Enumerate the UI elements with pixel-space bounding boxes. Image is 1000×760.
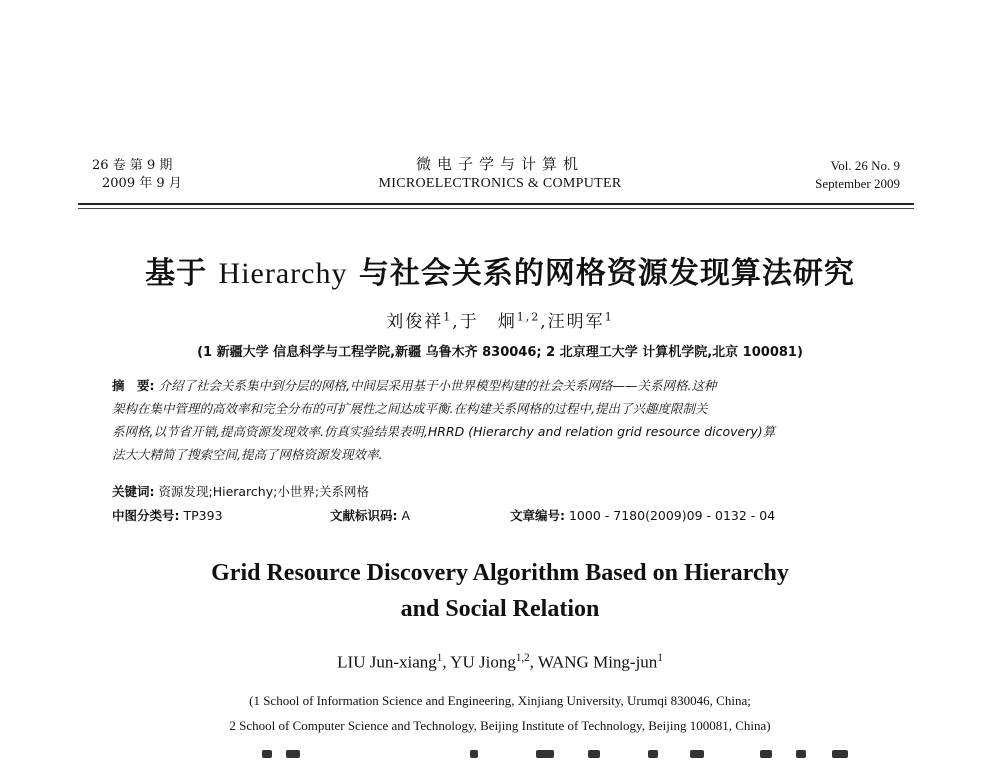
keywords-label: 关键词:	[112, 484, 155, 499]
cropped-fragment	[286, 750, 300, 758]
keywords-cn	[112, 482, 369, 500]
title-cn	[0, 248, 1000, 292]
title-cn-suffix: 与社会关系的网格资源发现算法研究	[347, 256, 855, 291]
cropped-fragment	[690, 750, 704, 758]
date-en: September 2009	[815, 176, 900, 191]
affiliation-en-line-1: (1 School of Information Science and Engineering, Xinjiang University, Urumqi 830046, China;	[249, 693, 751, 708]
doc-code-value: A	[401, 508, 411, 523]
journal-name-cn: 微电子学与计算机	[415, 155, 584, 173]
title-en-line-1: Grid Resource Discovery Algorithm Based on Hierarchy	[211, 560, 789, 586]
abstract-line-1	[112, 374, 902, 397]
clc-value: TP393	[183, 508, 223, 523]
abstract-line-4: 法大大精简了搜索空间,提高了网格资源发现效率.	[112, 447, 383, 462]
doc-code	[330, 506, 410, 524]
author-1-cn: 刘俊祥	[386, 312, 444, 332]
date-cn: 2009 年 9 月	[102, 176, 182, 191]
title-cn-latin: Hierarchy	[218, 257, 348, 290]
title-cn-prefix: 基于	[145, 256, 219, 291]
author-3-sup: 1	[604, 310, 614, 324]
author-2-sup: 1,2	[516, 310, 541, 324]
affiliation-cn: (1 新疆大学 信息科学与工程学院,新疆 乌鲁木齐 830046; 2 北京理工大学 计算机学院,北京 100081)	[197, 345, 803, 360]
clc-label: 中图分类号:	[112, 508, 180, 523]
author-3-en: , WANG Ming-jun	[529, 652, 658, 672]
affiliation-en-line-2: 2 School of Computer Science and Technology, Beijing Institute of Technology, Beijing 100081, China)	[229, 718, 771, 733]
cropped-fragment	[262, 750, 272, 758]
abstract-line-2: 架构在集中管理的高效率和完全分布的可扩展性之间达成平衡.在构建关系网格的过程中,提出了兴趣度限制关	[112, 401, 708, 416]
header-rule-thin	[78, 208, 914, 209]
cropped-fragment	[832, 750, 848, 758]
article-number-value: 1000 - 7180(2009)09 - 0132 - 04	[568, 508, 776, 523]
author-2-en-sup: 1,2	[515, 652, 530, 664]
author-2-cn: ,于 炯	[452, 312, 517, 332]
cropped-fragment	[648, 750, 658, 758]
cropped-fragment	[470, 750, 478, 758]
author-1-sup: 1	[443, 310, 453, 324]
cropped-fragment	[588, 750, 600, 758]
author-1-en: LIU Jun-xiang	[337, 652, 437, 672]
title-en	[0, 555, 1000, 627]
abstract-label: 摘 要:	[112, 378, 155, 393]
authors-en	[0, 652, 1000, 673]
journal-name-en: MICROELECTRONICS & COMPUTER	[378, 176, 622, 191]
volume-number-en: Vol. 26 No. 9	[830, 158, 900, 173]
abstract-line-3: 系网格,以节省开销,提高资源发现效率.仿真实验结果表明,HRRD (Hierarchy and relation grid resource dicovery)算	[112, 424, 776, 439]
article-number-label: 文章编号:	[510, 508, 565, 523]
author-1-en-sup: 1	[436, 652, 443, 664]
abstract-text-1: 介绍了社会关系集中到分层的网格,中间层采用基于小世界模型构建的社会关系网络——关系网格.这种	[158, 378, 717, 393]
clc-number	[112, 506, 223, 524]
cropped-fragment	[796, 750, 806, 758]
doc-code-label: 文献标识码:	[330, 508, 398, 523]
author-3-cn: ,汪明军	[540, 312, 605, 332]
header-rule-thick	[78, 203, 914, 205]
author-3-en-sup: 1	[657, 652, 663, 664]
volume-info-en	[815, 157, 900, 193]
author-2-en: , YU Jiong	[442, 652, 516, 672]
volume-issue-cn: 26 卷 第 9 期	[92, 158, 173, 173]
cropped-fragment	[536, 750, 554, 758]
article-number	[510, 506, 775, 524]
abstract-cn	[112, 374, 902, 466]
keywords-value: 资源发现;Hierarchy;小世界;关系网格	[158, 484, 370, 499]
title-en-line-2: and Social Relation	[400, 596, 600, 622]
affiliation-en	[0, 688, 1000, 738]
authors-cn	[0, 307, 1000, 332]
cropped-fragment	[760, 750, 772, 758]
